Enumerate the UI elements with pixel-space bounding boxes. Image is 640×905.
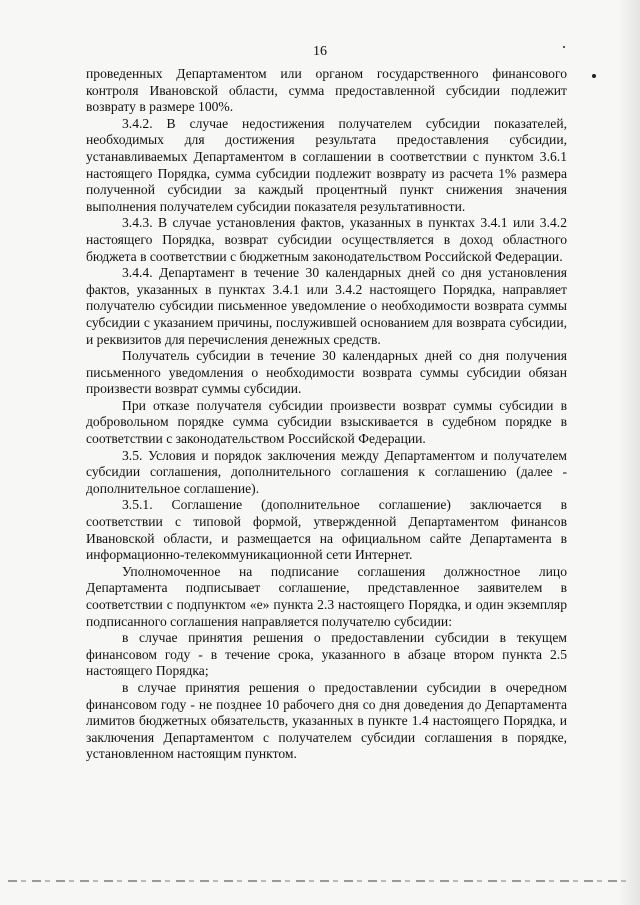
paragraph: При отказе получателя субсидии произвести возврат суммы субсидии в добровольном порядке сумма субсидии взыскивается в судебном порядке в соответствии с законодательством Российской Федерации.	[86, 397, 567, 447]
paragraph: в случае принятия решения о предоставлении субсидии в текущем финансовом году - в течение срока, указанного в абзаце втором пункта 2.5 настоящего Порядка;	[86, 630, 567, 679]
paragraph: 3.4.3. В случае установления фактов, указанных в пунктах 3.4.1 или 3.4.2 настоящего Порядка, возврат субсидии осуществляется в доход областного бюджета в соответствии с бюджетным законодательством Российской Федерации.	[86, 215, 567, 264]
paragraph: в случае принятия решения о предоставлении субсидии в очередном финансовом году - не позднее 10 рабочего дня со дня доведения до Департамента лимитов бюджетных обязательств, указанных в пункте 1.4 настоящего Порядка, и заключения Департаментом с получателем субсидии соглашения в порядке, установленном настоящим пунктом.	[86, 679, 567, 762]
paragraph: проведенных Департаментом или органом государственного финансового контроля Ивановской области, сумма предоставленной субсидии подлежит возврату в размере 100%.	[86, 66, 567, 115]
page-number: 16	[313, 44, 327, 59]
paragraph: 3.5. Условия и порядок заключения между Департаментом и получателем субсидии соглашения, дополнительного соглашения к соглашению (далее - дополнительное соглашение).	[86, 447, 567, 496]
scan-speck	[592, 74, 596, 78]
scan-artifact-line	[8, 880, 632, 882]
document-body	[86, 66, 567, 763]
paragraph: 3.4.2. В случае недостижения получателем субсидии показателей, необходимых для достижения результата предоставления субсидии, устанавливаемых Департаментом в соглашении в соответствии с пунктом 3.6.1 настоящего Порядка, сумма субсидии подлежит возврату из расчета 1% размера полученной субсидии за каждый процентный пункт снижения значения выполнения получателем субсидии показателя результативности.	[86, 115, 567, 214]
scan-shadow-edge	[618, 0, 640, 905]
paragraph: Получатель субсидии в течение 30 календарных дней со дня получения письменного уведомления о необходимости возврата суммы субсидии обязан произвести возврат суммы субсидии.	[86, 348, 567, 397]
paragraph: 3.5.1. Соглашение (дополнительное соглашение) заключается в соответствии с типовой формой, утвержденной Департаментом финансов Ивановской области, и размещается на официальном сайте Департамента в информационно-телекоммуникационной сети Интернет.	[86, 497, 567, 563]
paragraph: 3.4.4. Департамент в течение 30 календарных дней со дня установления фактов, указанных в пунктах 3.4.1 или 3.4.2 настоящего Порядка, направляет получателю субсидии письменное уведомление о необходимости возврата суммы субсидии с указанием причины, послужившей основанием для возврата субсидии, и реквизитов для перечисления денежных средств.	[86, 265, 567, 347]
paragraph: Уполномоченное на подписание соглашения должностное лицо Департамента подписывает соглашение, представленное заявителем в соответствии с подпунктом «е» пункта 2.3 настоящего Порядка, и один экземпляр подписанного соглашения направляется получателю субсидии:	[86, 563, 567, 629]
